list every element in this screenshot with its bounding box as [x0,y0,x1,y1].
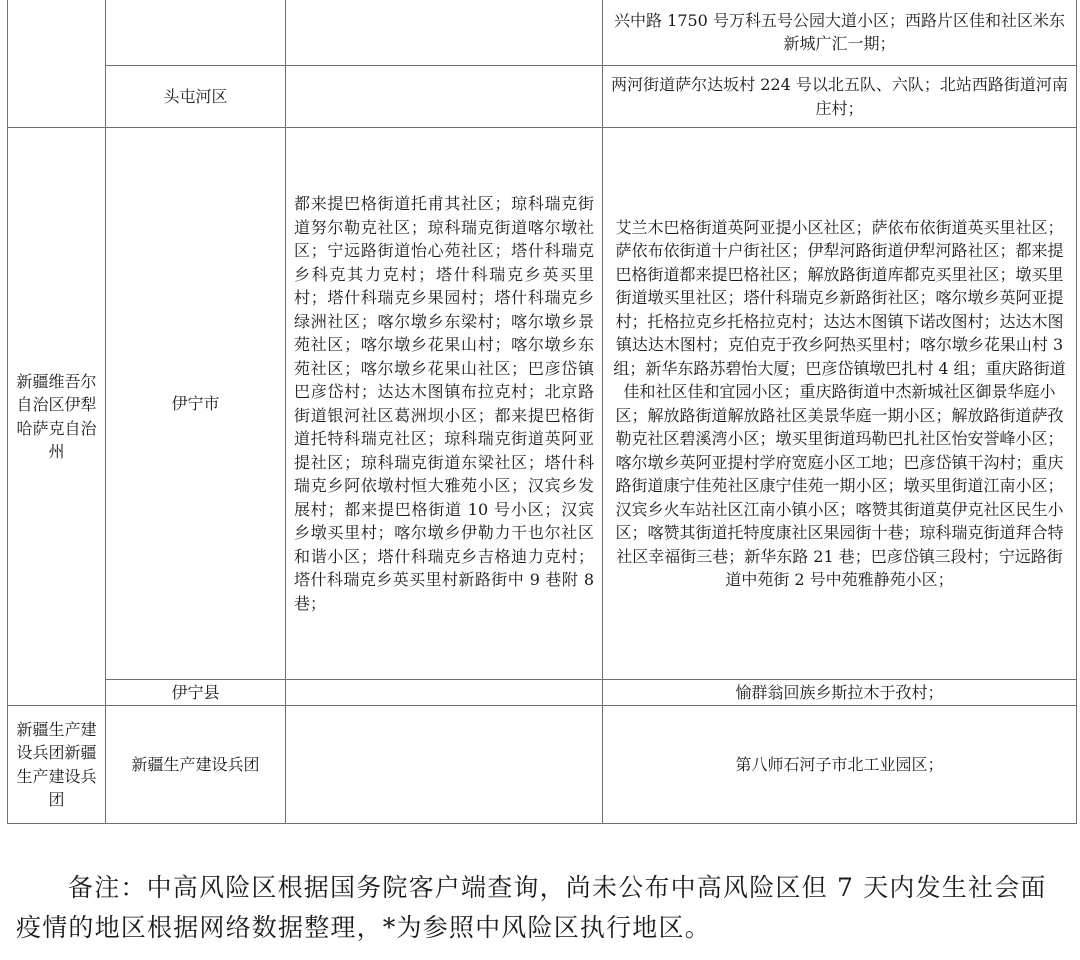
city-cell-yining-city: 伊宁市 [106,128,286,680]
province-cell-xpcc: 新疆生产建设兵团新疆生产建设兵团 [8,706,106,824]
mid-risk-cell-continued: 兴中路 1750 号万科五号公园大道小区；西路片区佳和社区米东新城广汇一期； [603,0,1077,66]
table-row-continued [8,0,1077,66]
district-cell-blank [106,0,286,66]
footnote-remark [16,868,1068,948]
high-risk-cell-toutunhe [286,66,603,128]
table-row-yining-city [8,128,1077,680]
mid-risk-cell-toutunhe: 两河街道萨尔达坂村 224 号以北五队、六队；北站西路街道河南庄村； [603,66,1077,128]
table-row-toutunhe [8,66,1077,128]
high-risk-cell-xpcc [286,706,603,824]
city-cell-xpcc: 新疆生产建设兵团 [106,706,286,824]
note-text: 备注：中高风险区根据国务院客户端查询，尚未公布中高风险区但 7 天内发生社会面疫情的地区根据网络数据整理，*为参照中风险区执行地区。 [16,873,1047,942]
city-cell-yining-county: 伊宁县 [106,680,286,706]
table-row-yining-county [8,680,1077,706]
district-cell-toutunhe: 头屯河区 [106,66,286,128]
mid-risk-cell-yining-county: 愉群翁回族乡斯拉木于孜村； [603,680,1077,706]
table-row-xpcc [8,706,1077,824]
province-cell-urumqi [8,0,106,128]
high-risk-cell-yining-city: 都来提巴格街道托甫其社区；琼科瑞克街道努尔勒克社区；琼科瑞克街道喀尔墩社区；宁远路街道怡心苑社区；塔什科瑞克乡科克其力克村；塔什科瑞克乡英买里村；塔什科瑞克乡果园村；塔什科瑞克乡绿洲社区；喀尔墩乡东梁村；喀尔墩乡景苑社区；喀尔墩乡花果山村；喀尔墩乡东苑社区；喀尔墩乡花果山社区；巴彦岱镇巴彦岱村；达达木图镇布拉克村；北京路街道银河社区葛洲坝小区；都来提巴格街道托特科瑞克社区；琼科瑞克街道英阿亚提社区；琼科瑞克街道东梁社区；塔什科瑞克乡阿依墩村恒大雅苑小区；汉宾乡发展村；都来提巴格街道 10 号小区；汉宾乡墩买里村；喀尔墩乡伊勒力干也尔社区和谐小区；塔什科瑞克乡吉格迪力克村；塔什科瑞克乡英买里村新路街中 9 巷附 8 巷； [286,128,603,680]
high-risk-cell-yining-county [286,680,603,706]
mid-risk-cell-xpcc: 第八师石河子市北工业园区； [603,706,1077,824]
high-risk-cell-blank [286,0,603,66]
mid-risk-cell-yining-city: 艾兰木巴格街道英阿亚提小区社区；萨依布依街道英买里社区；萨依布依街道十户街社区；伊犁河路街道伊犁河路社区；都来提巴格街道都来提巴格社区；解放路街道库都克买里社区；墩买里街道墩买里社区；塔什科瑞克乡新路街社区；喀尔墩乡英阿亚提村；托格拉克乡托格拉克村；达达木图镇下诺改图村；达达木图镇达达木图村；克伯克于孜乡阿热买里村；喀尔墩乡花果山村 3 组；新华东路苏碧怡大厦；巴彦岱镇墩巴扎村 4 组；重庆路街道佳和社区佳和宜园小区；重庆路街道中杰新城社区御景华庭小区；解放路街道解放路社区美景华庭一期小区；解放路街道萨孜勒克社区碧溪湾小区；墩买里街道玛勒巴扎社区怡安誉峰小区；喀尔墩乡英阿亚提村学府宽庭小区工地；巴彦岱镇干沟村；重庆路街道康宁佳苑社区康宁佳苑一期小区；墩买里街道江南小区；汉宾乡火车站社区江南小镇小区；喀赞其街道莫伊克社区民生小区；喀赞其街道托特度康社区果园街十巷；琼科瑞克街道拜合特社区幸福街三巷；新华东路 21 巷；巴彦岱镇三段村；宁远路街道中苑街 2 号中苑雅静苑小区； [603,128,1077,680]
risk-area-table [7,0,1077,824]
province-cell-ili: 新疆维吾尔自治区伊犁哈萨克自治州 [8,128,106,706]
